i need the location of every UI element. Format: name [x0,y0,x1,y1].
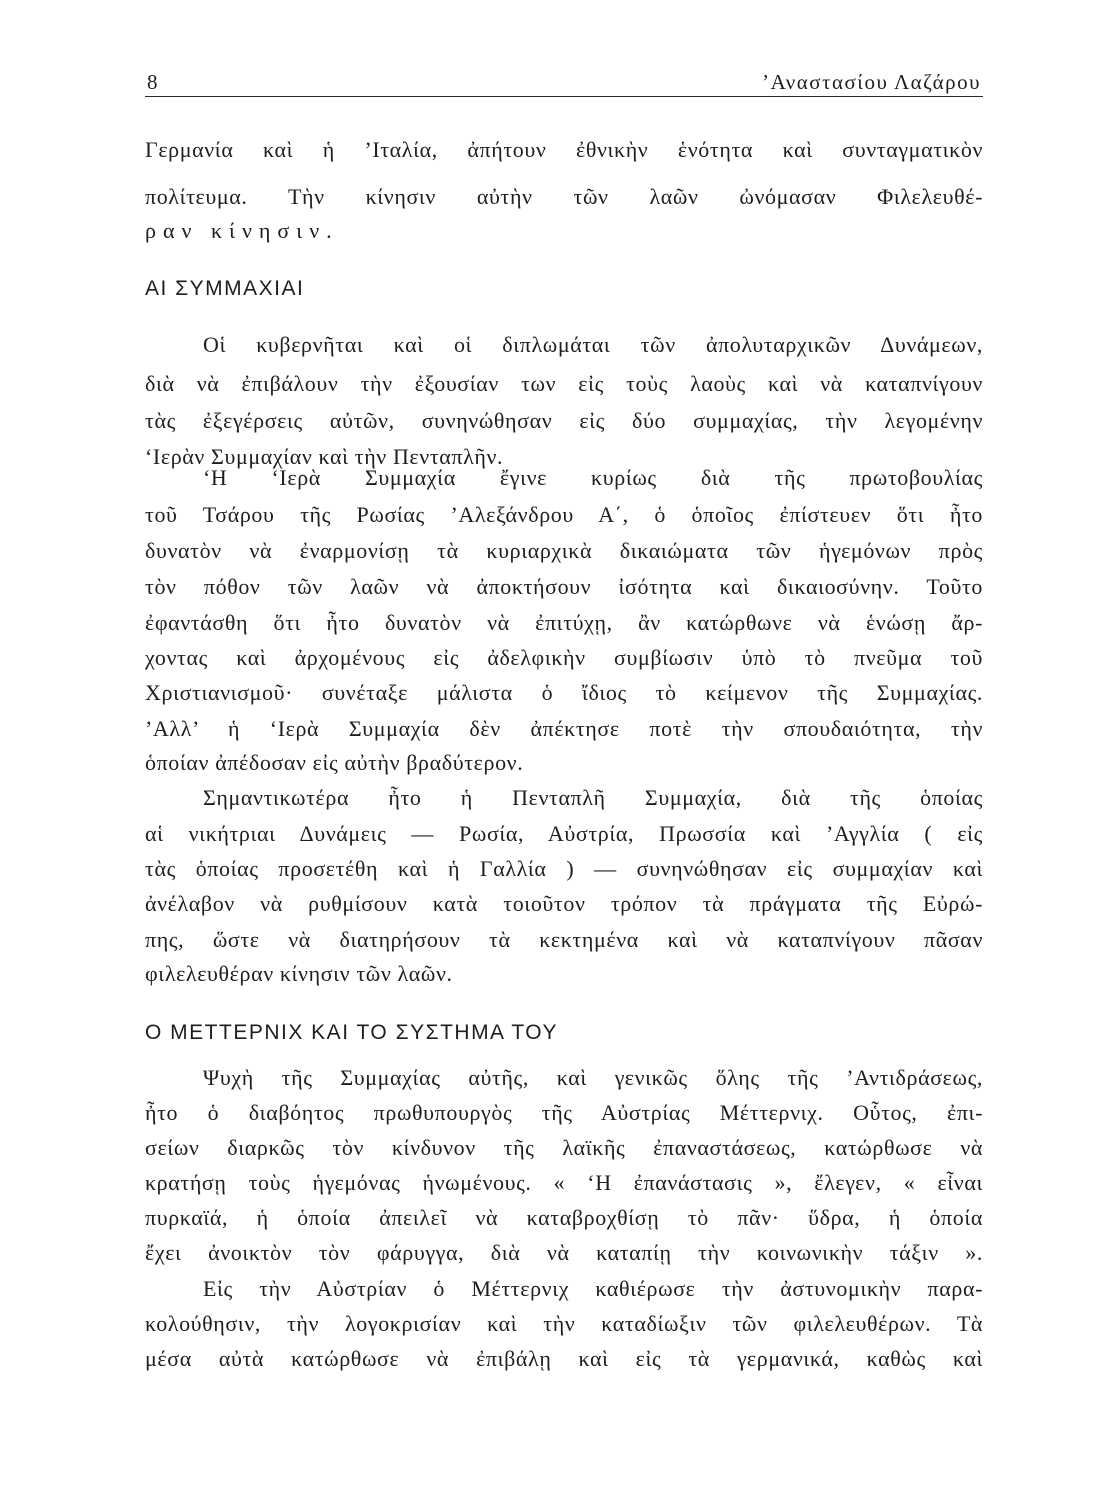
body-line: Ψυχὴ τῆς Συμμαχίας αὐτῆς, καὶ γενικῶς ὅλης τῆς ’Αντιδράσεως, [203,1065,983,1090]
body-line: κρατήσῃ τοὺς ἡγεμόνας ἡνωμένους. « ‘Η ἐπανάστασις », ἔλεγεν, « εἶναι [145,1170,983,1195]
page-header [145,70,983,97]
body-line: δυνατὸν νὰ ἐναρμονίσῃ τὰ κυριαρχικὰ δικαιώματα τῶν ἡγεμόνων πρὸς [145,538,983,563]
body-line: τοῦ Τσάρου τῆς Ρωσίας ’Αλεξάνδρου Α΄, ὁ ὁποῖος ἐπίστευεν ὅτι ἦτο [145,502,983,527]
body-line: ἔχει ἀνοικτὸν τὸν φάρυγγα, διὰ νὰ καταπίῃ τὴν κοινωνικὴν τάξιν ». [145,1240,983,1265]
section-heading: ΑΙ ΣΥΜΜΑΧΙΑΙ [145,277,305,300]
body-line: φιλελευθέραν κίνησιν τῶν λαῶν. [145,961,453,986]
section-heading: Ο ΜΕΤΤΕΡΝΙΧ ΚΑΙ ΤΟ ΣΥΣΤΗΜΑ ΤΟΥ [145,1021,558,1044]
page-number: 8 [147,70,158,94]
body-line: Εἰς τὴν Αὐστρίαν ὁ Μέττερνιχ καθιέρωσε τὴν ἀστυνομικὴν παρα- [203,1276,983,1301]
body-line: ἀνέλαβον νὰ ρυθμίσουν κατὰ τοιοῦτον τρόπον τὰ πράγματα τῆς Εὐρώ- [145,891,983,916]
body-line: ‘Ιερὰν Συμμαχίαν καὶ τὴν Πενταπλῆν. [145,444,504,469]
body-line: τὸν πόθον τῶν λαῶν νὰ ἀποκτήσουν ἰσότητα καὶ δικαιοσύνην. Τοῦτο [145,574,983,599]
body-line: τὰς ὁποίας προσετέθη καὶ ἡ Γαλλία ) — συνηνώθησαν εἰς συμμαχίαν καὶ [145,856,983,881]
body-line: ἦτο ὁ διαβόητος πρωθυπουργὸς τῆς Αὐστρίας Μέττερνιχ. Οὗτος, ἐπι- [145,1100,983,1125]
body-line: πολίτευμα. Τὴν κίνησιν αὐτὴν τῶν λαῶν ὠνόμασαν Φιλελευθέ- [145,184,983,209]
body-line: πης, ὥστε νὰ διατηρήσουν τὰ κεκτημένα καὶ νὰ καταπνίγουν πᾶσαν [145,927,983,952]
body-line: ’Αλλ’ ἡ ‘Ιερὰ Συμμαχία δὲν ἀπέκτησε ποτὲ τὴν σπουδαιότητα, τὴν [145,716,983,741]
body-line: τὰς ἐξεγέρσεις αὐτῶν, συνηνώθησαν εἰς δύο συμμαχίας, τὴν λεγομένην [145,408,983,433]
body-line: σείων διαρκῶς τὸν κίνδυνον τῆς λαϊκῆς ἐπαναστάσεως, κατώρθωσε νὰ [145,1135,983,1160]
body-line: διὰ νὰ ἐπιβάλουν τὴν ἐξουσίαν των εἰς τοὺς λαοὺς καὶ νὰ καταπνίγουν [145,371,983,396]
body-line: ‘Η ‘Ιερὰ Συμμαχία ἔγινε κυρίως διὰ τῆς πρωτοβουλίας [203,465,983,490]
body-line: Χριστιανισμοῦ· συνέταξε μάλιστα ὁ ἴδιος τὸ κείμενον τῆς Συμμαχίας. [145,680,983,705]
body-line: ἐφαντάσθη ὅτι ἦτο δυνατὸν νὰ ἐπιτύχῃ, ἂν κατώρθωνε νὰ ἑνώσῃ ἄρ- [145,610,983,635]
body-line: κολούθησιν, τὴν λογοκρισίαν καὶ τὴν καταδίωξιν τῶν φιλελευθέρων. Τὰ [145,1311,983,1336]
body-line: ὁποίαν ἀπέδοσαν εἰς αὐτὴν βραδύτερον. [145,750,524,775]
body-line: Σημαντικωτέρα ἦτο ἡ Πενταπλῆ Συμμαχία, διὰ τῆς ὁποίας [203,785,983,810]
running-head: ’Αναστασίου Λαζάρου [762,70,981,94]
body-line: πυρκαϊά, ἡ ὁποία ἀπειλεῖ νὰ καταβροχθίσῃ τὸ πᾶν· ὕδρα, ἡ ὁποία [145,1205,983,1230]
body-line: Γερμανία καὶ ἡ ’Ιταλία, ἀπήτουν ἐθνικὴν ἑνότητα καὶ συνταγματικὸν [145,137,983,162]
body-line: αἱ νικήτριαι Δυνάμεις — Ρωσία, Αὐστρία, Πρωσσία καὶ ’Αγγλία ( εἰς [145,821,983,846]
body-line: χοντας καὶ ἀρχομένους εἰς ἀδελφικὴν συμβίωσιν ὑπὸ τὸ πνεῦμα τοῦ [145,645,983,670]
body-line: μέσα αὐτὰ κατώρθωσε νὰ ἐπιβάλῃ καὶ εἰς τὰ γερμανικά, καθὼς καὶ [145,1346,983,1371]
body-line: ραν κίνησιν. [145,218,339,243]
body-line: Οἱ κυβερνῆται καὶ οἱ διπλωμάται τῶν ἀπολυταρχικῶν Δυνάμεων, [203,332,983,357]
